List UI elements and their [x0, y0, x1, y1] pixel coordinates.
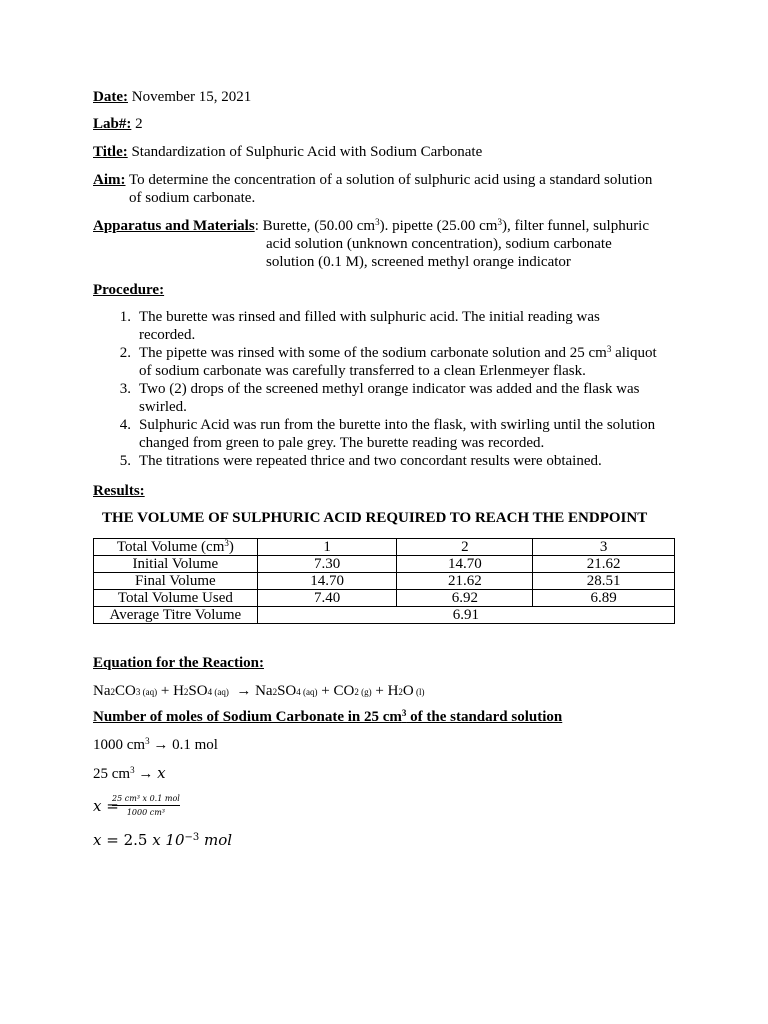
- math-x: x: [157, 764, 166, 782]
- procedure-step: [113, 416, 683, 452]
- table-header-row: [94, 539, 675, 556]
- ratio-line-2: [93, 764, 166, 783]
- table-row: [94, 573, 675, 590]
- eq-plus: +: [371, 683, 388, 699]
- eq-sub: 2: [110, 687, 115, 697]
- step-text: changed from green to pale grey. The burette reading was recorded.: [139, 435, 545, 451]
- math-eq: =: [101, 831, 124, 849]
- trial-header: 1: [257, 539, 397, 556]
- table-title: THE VOLUME OF SULPHURIC ACID REQUIRED TO REACH THE ENDPOINT: [102, 510, 648, 526]
- moles-heading-a: Number of moles of Sodium Carbonate in 25 cm: [93, 709, 402, 725]
- eq-text: O: [402, 683, 414, 699]
- table-cell: 21.62: [533, 556, 675, 573]
- eq-text: Na: [255, 683, 273, 699]
- cm3-sup: 3: [497, 217, 502, 227]
- procedure-step: [113, 380, 683, 416]
- eq-sub: 2: [183, 687, 189, 697]
- cm3-sup: 3: [130, 765, 135, 775]
- step-number: 1.: [119, 309, 131, 325]
- trial-header: 2: [397, 539, 533, 556]
- eq-plus: +: [157, 683, 174, 699]
- results-table: [93, 538, 675, 624]
- step-number: 5.: [119, 453, 131, 469]
- fraction-denominator: 1000 cm³: [126, 808, 165, 817]
- cm3-sup: 3: [375, 217, 380, 227]
- procedure-step: [113, 344, 683, 380]
- apparatus-line-2: acid solution (unknown concentration), sodium carbonate: [266, 236, 612, 252]
- eq-text: H: [387, 683, 399, 699]
- fraction-bar: [112, 805, 180, 806]
- trial-header: 3: [533, 539, 675, 556]
- row-label: Total Volume Used: [94, 590, 258, 607]
- procedure-heading: Procedure:: [93, 282, 165, 298]
- moles-heading-b: of the standard solution: [406, 709, 563, 725]
- ratio-line-1: [93, 736, 218, 754]
- results-heading: Results:: [93, 483, 145, 499]
- eq-sub: 3: [135, 687, 141, 697]
- eq-sub: 4: [207, 687, 213, 697]
- ratio-text: 1000 cm: [93, 737, 146, 753]
- arrow-icon: →: [236, 683, 252, 699]
- eq-sub: 2: [354, 687, 359, 697]
- lab-value: 2: [135, 116, 143, 132]
- average-cell: 6.91: [257, 607, 674, 624]
- lab-label: Lab#:: [93, 116, 132, 132]
- fraction: [112, 793, 180, 818]
- reaction-equation: [93, 682, 425, 701]
- table-cell: 7.40: [257, 590, 397, 607]
- eq-plus: +: [317, 683, 334, 699]
- title-value: Standardization of Sulphuric Acid with Sodium Carbonate: [131, 144, 483, 160]
- header-label-end: ): [228, 539, 234, 555]
- step-number: 3.: [119, 381, 131, 397]
- step-text: swirled.: [139, 399, 187, 415]
- step-number: 2.: [119, 345, 131, 361]
- step-text: of sodium carbonate was carefully transferred to a clean Erlenmeyer flask.: [139, 363, 586, 379]
- eq-text: CO: [333, 683, 355, 699]
- apparatus-text-1a: : Burette, (50.00 cm: [254, 218, 376, 234]
- cm3-sup: 3: [606, 344, 612, 354]
- header-label: Total Volume (cm: [116, 539, 225, 555]
- step-text: The burette was rinsed and filled with sulphuric acid. The initial reading was: [139, 309, 600, 325]
- table-row: [94, 556, 675, 573]
- table-cell: 14.70: [257, 573, 397, 590]
- row-label: Average Titre Volume: [94, 607, 258, 624]
- apparatus-text-1b: ). pipette (25.00 cm: [379, 218, 498, 234]
- step-text-b: aliquot: [615, 345, 657, 361]
- table-row: [94, 590, 675, 607]
- eq-sub: 2: [398, 687, 403, 697]
- apparatus-line-3: solution (0.1 M), screened methyl orange indicator: [266, 254, 571, 270]
- date-line: [93, 88, 251, 106]
- procedure-step: [113, 452, 683, 470]
- eq-state: (aq): [300, 687, 318, 697]
- date-value: November 15, 2021: [131, 89, 252, 105]
- eq-state: (aq): [140, 687, 158, 697]
- eq-sub: 4: [296, 687, 301, 697]
- step-text: The titrations were repeated thrice and two concordant results were obtained.: [139, 453, 602, 469]
- step-text: [139, 344, 683, 362]
- step-number: 4.: [119, 417, 131, 433]
- ratio-text: 25 cm: [93, 766, 131, 782]
- aim-label: Aim:: [93, 172, 126, 188]
- result-unit: mol: [199, 831, 233, 849]
- math-eq: =: [101, 797, 119, 815]
- date-label: Date:: [93, 89, 128, 105]
- lab-line: [93, 115, 143, 133]
- eq-state: (l): [413, 687, 425, 697]
- table-cell: 14.70: [397, 556, 533, 573]
- ratio-text: → 0.1 mol: [153, 737, 218, 753]
- step-text: Two (2) drops of the screened methyl orange indicator was added and the flask was: [139, 381, 640, 397]
- procedure-step: [113, 308, 683, 344]
- table-cell: 6.89: [533, 590, 675, 607]
- eq-text: CO: [115, 683, 136, 699]
- apparatus-line: [93, 217, 649, 235]
- table-header-cell: [94, 539, 258, 556]
- aim-line: [93, 171, 652, 189]
- row-label: Final Volume: [94, 573, 258, 590]
- arrow-icon: →: [138, 766, 154, 782]
- equation-heading: Equation for the Reaction:: [93, 655, 264, 671]
- moles-heading: [93, 708, 562, 726]
- eq-state: (g): [358, 687, 372, 697]
- step-text-a: The pipette was rinsed with some of the sodium carbonate solution and 25 cm: [139, 345, 607, 361]
- eq-sub: 2: [272, 687, 278, 697]
- fraction-numerator: 25 cm³ x 0.1 mol: [112, 794, 180, 803]
- result-line: [93, 831, 232, 850]
- step-text: Sulphuric Acid was run from the burette into the flask, with swirling until the solution: [139, 417, 656, 433]
- table-cell: 6.92: [397, 590, 533, 607]
- math-x: x: [93, 797, 102, 815]
- result-value: 2.5: [123, 831, 148, 849]
- eq-state: (aq): [212, 687, 229, 697]
- cm3-sup: 3: [224, 538, 229, 548]
- cm3-sup: 3: [401, 708, 407, 718]
- eq-text: H: [173, 683, 184, 699]
- result-times: x 10: [147, 831, 185, 849]
- apparatus-text-1c: ), filter funnel, sulphuric: [501, 218, 650, 234]
- result-exponent: −3: [184, 832, 200, 843]
- table-row: [94, 607, 675, 624]
- procedure-list: [113, 308, 683, 470]
- step-text: recorded.: [139, 327, 196, 343]
- cm3-sup: 3: [145, 736, 150, 746]
- title-line: [93, 143, 482, 161]
- table-cell: 21.62: [397, 573, 533, 590]
- eq-text: SO: [188, 683, 208, 699]
- math-x: x: [93, 831, 102, 849]
- row-label: Initial Volume: [94, 556, 258, 573]
- aim-line-2: of sodium carbonate.: [129, 190, 256, 206]
- table-cell: 7.30: [257, 556, 397, 573]
- eq-text: Na: [93, 683, 111, 699]
- aim-text-1: To determine the concentration of a solution of sulphuric acid using a standard solution: [128, 172, 653, 188]
- table-cell: 28.51: [533, 573, 675, 590]
- eq-text: SO: [277, 683, 297, 699]
- apparatus-label: Apparatus and Materials: [93, 218, 255, 234]
- title-label: Title:: [93, 144, 128, 160]
